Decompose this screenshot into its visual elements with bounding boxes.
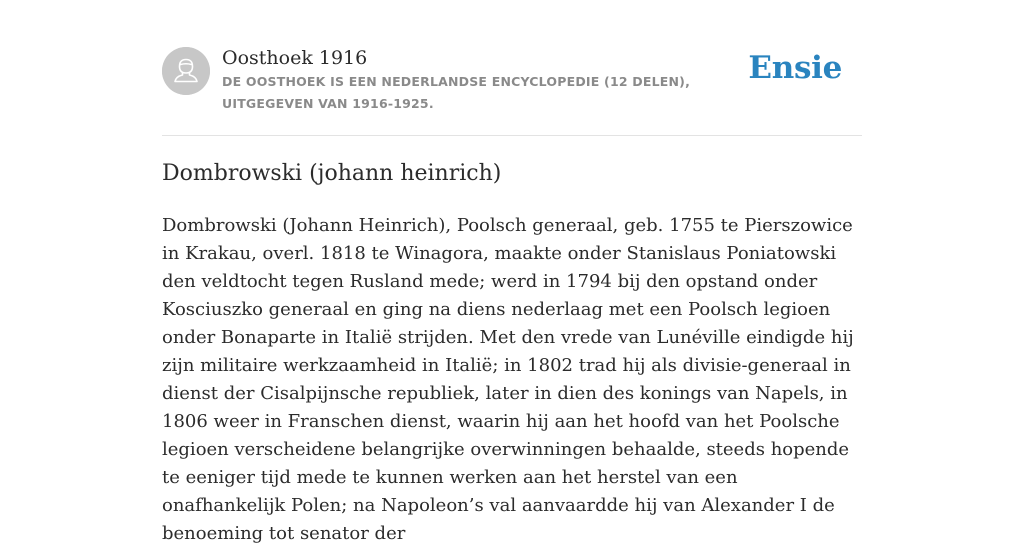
brand-logo[interactable]: Ensie (748, 50, 842, 86)
entry-body: Dombrowski (Johann Heinrich), Poolsch generaal, geb. 1755 te Pierszowice in Krakau, overl. 1818 te Winagora, maakte onder Stanislaus Poniatowski den veldtocht tegen Rusland mede; werd in 1794 bij den opstand onder Kosciuszko generaal en ging na diens nederlaag met een Poolsch legioen onder Bonaparte in Italië strijden. Met den vrede van Lunéville eindigde hij zijn militaire werkzaamheid in Italië; in 1802 trad hij als divisie-generaal in dienst der Cisalpijnsche republiek, later in dien des konings van Napels, in 1806 weer in Franschen dienst, waarin hij aan het hoofd van het Poolsche legioen verscheidene belangrijke overwinningen behaalde, steeds hopende te eeniger tijd mede te kunnen werken aan het herstel van een onafhankelijk Polen; na Napoleon’s val aanvaardde hij van Alexander I de benoeming tot senator der (162, 215, 854, 544)
source-description: DE OOSTHOEK IS EEN NEDERLANDSE ENCYCLOPEDIE (12 DELEN), UITGEGEVEN VAN 1916-1925. (222, 74, 691, 111)
source-title[interactable]: Oosthoek 1916 (222, 47, 368, 69)
source-info (222, 45, 762, 115)
source-header (162, 0, 862, 136)
content-container (162, 0, 862, 544)
entry-title: Dombrowski (johann heinrich) (162, 161, 502, 186)
avatar[interactable] (162, 47, 210, 95)
person-icon (162, 47, 210, 95)
